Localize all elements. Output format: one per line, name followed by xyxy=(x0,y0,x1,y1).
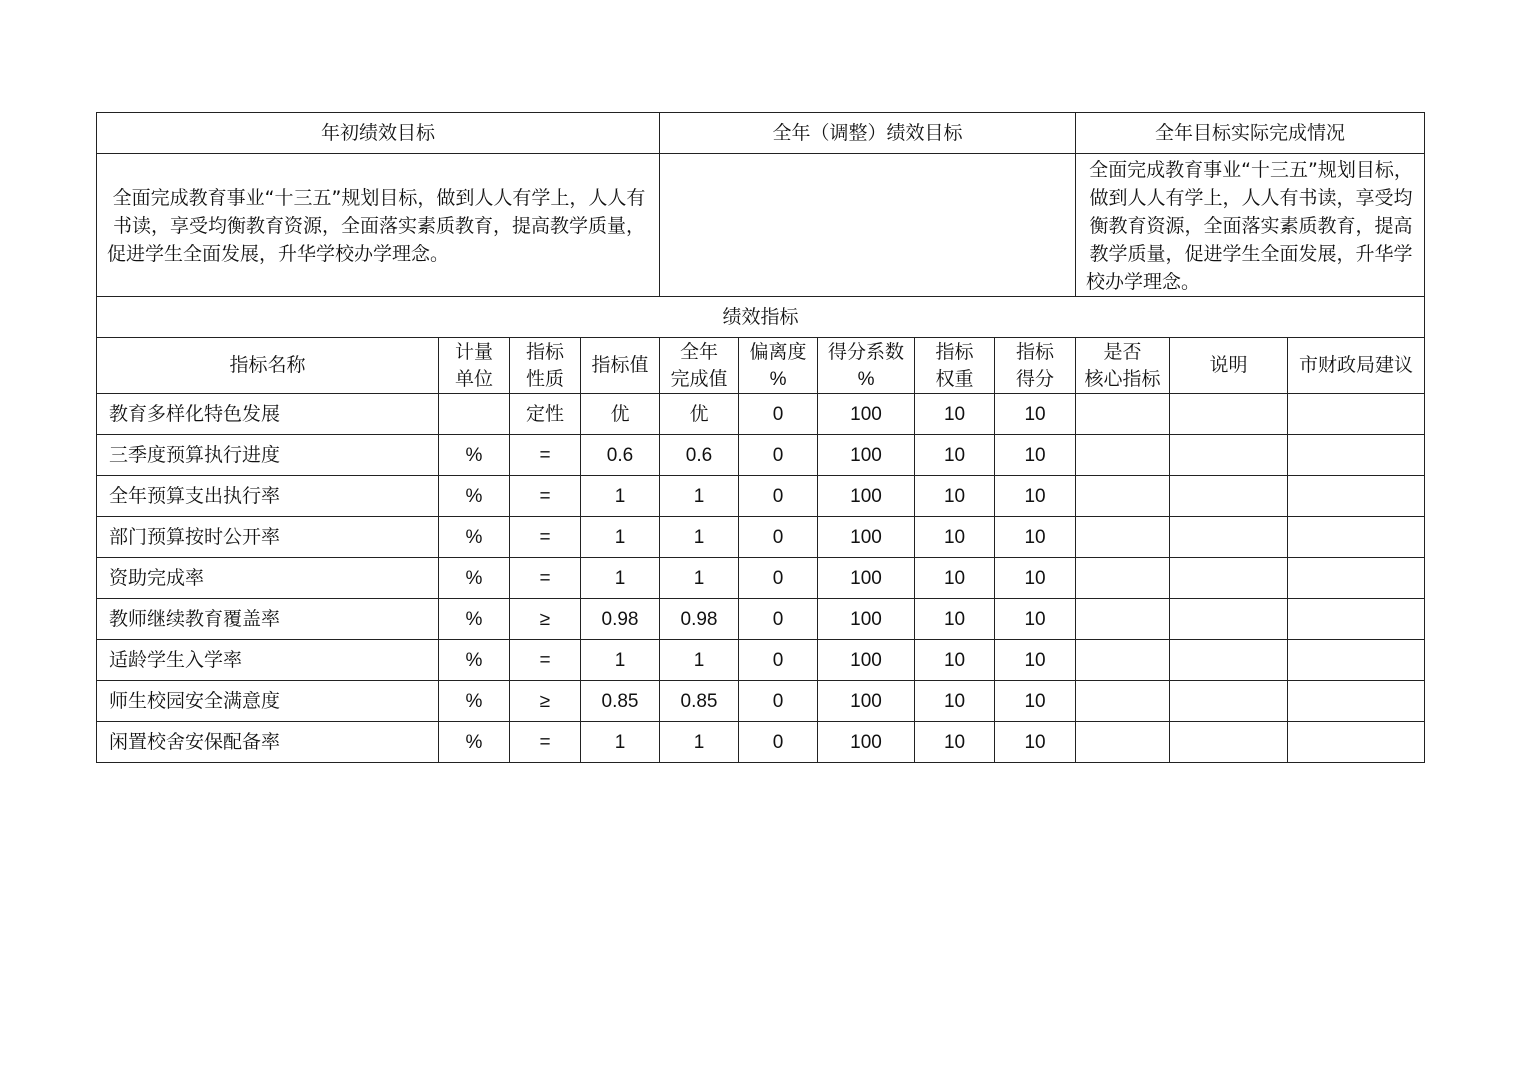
cell-score: 10 xyxy=(995,517,1076,558)
cell-unit: % xyxy=(439,517,510,558)
cell-unit: % xyxy=(439,722,510,763)
col-header-deviation xyxy=(739,338,818,394)
cell-coefficient: 100 xyxy=(818,394,915,435)
cell-core xyxy=(1076,681,1170,722)
cell-actual: 1 xyxy=(660,640,739,681)
col-header-deviation-line1: 偏离度 xyxy=(749,340,807,363)
cell-target: 1 xyxy=(581,640,660,681)
cell-note xyxy=(1170,722,1288,763)
actual-completion-header: 全年目标实际完成情况 xyxy=(1076,113,1425,154)
col-header-deviation-line2: % xyxy=(769,368,787,390)
col-header-weight-line2: 权重 xyxy=(935,367,974,390)
cell-score: 10 xyxy=(995,599,1076,640)
table-row xyxy=(97,640,1425,681)
cell-actual: 0.6 xyxy=(660,435,739,476)
cell-weight: 10 xyxy=(915,681,995,722)
cell-weight: 10 xyxy=(915,394,995,435)
col-header-note: 说明 xyxy=(1170,338,1288,394)
table-row xyxy=(97,435,1425,476)
cell-name: 教师继续教育覆盖率 xyxy=(97,599,439,640)
cell-weight: 10 xyxy=(915,435,995,476)
cell-unit: % xyxy=(439,435,510,476)
cell-score: 10 xyxy=(995,476,1076,517)
col-header-core-line1: 是否 xyxy=(1103,340,1142,363)
cell-weight: 10 xyxy=(915,599,995,640)
cell-name: 三季度预算执行进度 xyxy=(97,435,439,476)
cell-suggestion xyxy=(1288,435,1425,476)
cell-core xyxy=(1076,558,1170,599)
table-row xyxy=(97,394,1425,435)
cell-target: 1 xyxy=(581,476,660,517)
cell-name: 师生校园安全满意度 xyxy=(97,681,439,722)
table-row xyxy=(97,558,1425,599)
col-header-actual-line1: 全年 xyxy=(680,340,719,363)
cell-weight: 10 xyxy=(915,517,995,558)
cell-actual: 1 xyxy=(660,476,739,517)
cell-score: 10 xyxy=(995,435,1076,476)
column-header-row xyxy=(97,338,1425,394)
goal-header-row xyxy=(97,113,1425,154)
table-row xyxy=(97,517,1425,558)
cell-actual: 1 xyxy=(660,517,739,558)
col-header-coefficient-line2: % xyxy=(857,368,875,390)
table-row xyxy=(97,476,1425,517)
cell-deviation: 0 xyxy=(739,394,818,435)
col-header-suggestion: 市财政局建议 xyxy=(1288,338,1425,394)
cell-suggestion xyxy=(1288,517,1425,558)
cell-actual: 1 xyxy=(660,722,739,763)
cell-nature: ≥ xyxy=(510,599,581,640)
cell-score: 10 xyxy=(995,722,1076,763)
cell-score: 10 xyxy=(995,681,1076,722)
col-header-unit-line1: 计量 xyxy=(454,340,493,363)
cell-name: 教育多样化特色发展 xyxy=(97,394,439,435)
cell-note xyxy=(1170,599,1288,640)
cell-nature: = xyxy=(510,640,581,681)
adjusted-goal-text xyxy=(660,154,1076,297)
cell-nature: ≥ xyxy=(510,681,581,722)
cell-deviation: 0 xyxy=(739,517,818,558)
cell-core xyxy=(1076,722,1170,763)
cell-unit xyxy=(439,394,510,435)
col-header-unit xyxy=(439,338,510,394)
cell-name: 全年预算支出执行率 xyxy=(97,476,439,517)
cell-suggestion xyxy=(1288,722,1425,763)
cell-unit: % xyxy=(439,640,510,681)
cell-core xyxy=(1076,640,1170,681)
cell-name: 闲置校舍安保配备率 xyxy=(97,722,439,763)
col-header-coefficient-line1: 得分系数 xyxy=(828,340,905,363)
cell-deviation: 0 xyxy=(739,681,818,722)
cell-name: 部门预算按时公开率 xyxy=(97,517,439,558)
indicator-section-row xyxy=(97,297,1425,338)
cell-coefficient: 100 xyxy=(818,599,915,640)
col-header-unit-line2: 单位 xyxy=(454,367,493,390)
cell-weight: 10 xyxy=(915,722,995,763)
col-header-score-line1: 指标 xyxy=(1016,340,1055,363)
performance-table xyxy=(96,112,1425,763)
cell-score: 10 xyxy=(995,558,1076,599)
col-header-core xyxy=(1076,338,1170,394)
cell-deviation: 0 xyxy=(739,599,818,640)
goal-text-row xyxy=(97,154,1425,297)
cell-coefficient: 100 xyxy=(818,722,915,763)
cell-nature: = xyxy=(510,517,581,558)
cell-coefficient: 100 xyxy=(818,476,915,517)
performance-table-body xyxy=(97,113,1425,763)
cell-target: 0.6 xyxy=(581,435,660,476)
cell-target: 0.85 xyxy=(581,681,660,722)
cell-coefficient: 100 xyxy=(818,517,915,558)
cell-target: 优 xyxy=(581,394,660,435)
cell-actual: 0.98 xyxy=(660,599,739,640)
cell-deviation: 0 xyxy=(739,722,818,763)
col-header-actual xyxy=(660,338,739,394)
cell-nature: = xyxy=(510,476,581,517)
col-header-nature-line1: 指标 xyxy=(525,340,564,363)
col-header-score xyxy=(995,338,1076,394)
col-header-score-line2: 得分 xyxy=(1016,367,1055,390)
cell-name: 资助完成率 xyxy=(97,558,439,599)
cell-nature: = xyxy=(510,558,581,599)
cell-target: 1 xyxy=(581,558,660,599)
col-header-actual-line2: 完成值 xyxy=(670,367,728,390)
performance-sheet xyxy=(96,112,1424,763)
cell-core xyxy=(1076,599,1170,640)
cell-coefficient: 100 xyxy=(818,640,915,681)
cell-weight: 10 xyxy=(915,476,995,517)
cell-suggestion xyxy=(1288,599,1425,640)
cell-actual: 0.85 xyxy=(660,681,739,722)
cell-note xyxy=(1170,476,1288,517)
cell-note xyxy=(1170,517,1288,558)
col-header-nature xyxy=(510,338,581,394)
cell-actual: 1 xyxy=(660,558,739,599)
table-row xyxy=(97,681,1425,722)
table-row xyxy=(97,722,1425,763)
cell-suggestion xyxy=(1288,476,1425,517)
initial-goal-header: 年初绩效目标 xyxy=(97,113,660,154)
cell-deviation: 0 xyxy=(739,435,818,476)
indicator-section-title: 绩效指标 xyxy=(97,297,1425,338)
cell-target: 0.98 xyxy=(581,599,660,640)
cell-core xyxy=(1076,476,1170,517)
cell-coefficient: 100 xyxy=(818,435,915,476)
cell-nature: = xyxy=(510,722,581,763)
cell-weight: 10 xyxy=(915,640,995,681)
cell-actual: 优 xyxy=(660,394,739,435)
cell-weight: 10 xyxy=(915,558,995,599)
table-row xyxy=(97,599,1425,640)
cell-unit: % xyxy=(439,476,510,517)
cell-deviation: 0 xyxy=(739,476,818,517)
cell-deviation: 0 xyxy=(739,558,818,599)
col-header-weight xyxy=(915,338,995,394)
col-header-weight-line1: 指标 xyxy=(935,340,974,363)
initial-goal-text: 全面完成教育事业“十三五”规划目标，做到人人有学上，人人有书读，享受均衡教育资源，全面落实素质教育，提高教学质量，促进学生全面发展，升华学校办学理念。 xyxy=(97,154,660,297)
cell-note xyxy=(1170,681,1288,722)
col-header-coefficient xyxy=(818,338,915,394)
cell-note xyxy=(1170,558,1288,599)
cell-unit: % xyxy=(439,558,510,599)
cell-core xyxy=(1076,394,1170,435)
cell-nature: 定性 xyxy=(510,394,581,435)
cell-nature: = xyxy=(510,435,581,476)
col-header-target: 指标值 xyxy=(581,338,660,394)
col-header-nature-line2: 性质 xyxy=(525,367,564,390)
cell-suggestion xyxy=(1288,681,1425,722)
cell-target: 1 xyxy=(581,722,660,763)
cell-deviation: 0 xyxy=(739,640,818,681)
cell-note xyxy=(1170,435,1288,476)
adjusted-goal-header: 全年（调整）绩效目标 xyxy=(660,113,1076,154)
cell-name: 适龄学生入学率 xyxy=(97,640,439,681)
cell-unit: % xyxy=(439,681,510,722)
cell-note xyxy=(1170,394,1288,435)
cell-score: 10 xyxy=(995,640,1076,681)
cell-unit: % xyxy=(439,599,510,640)
cell-target: 1 xyxy=(581,517,660,558)
cell-coefficient: 100 xyxy=(818,681,915,722)
cell-suggestion xyxy=(1288,640,1425,681)
cell-coefficient: 100 xyxy=(818,558,915,599)
col-header-name: 指标名称 xyxy=(97,338,439,394)
cell-score: 10 xyxy=(995,394,1076,435)
actual-completion-text: 全面完成教育事业“十三五”规划目标，做到人人有学上，人人有书读，享受均衡教育资源，全面落实素质教育，提高教学质量，促进学生全面发展，升华学校办学理念。 xyxy=(1076,154,1425,297)
cell-suggestion xyxy=(1288,558,1425,599)
cell-suggestion xyxy=(1288,394,1425,435)
col-header-core-line2: 核心指标 xyxy=(1084,367,1161,390)
cell-core xyxy=(1076,435,1170,476)
cell-core xyxy=(1076,517,1170,558)
cell-note xyxy=(1170,640,1288,681)
